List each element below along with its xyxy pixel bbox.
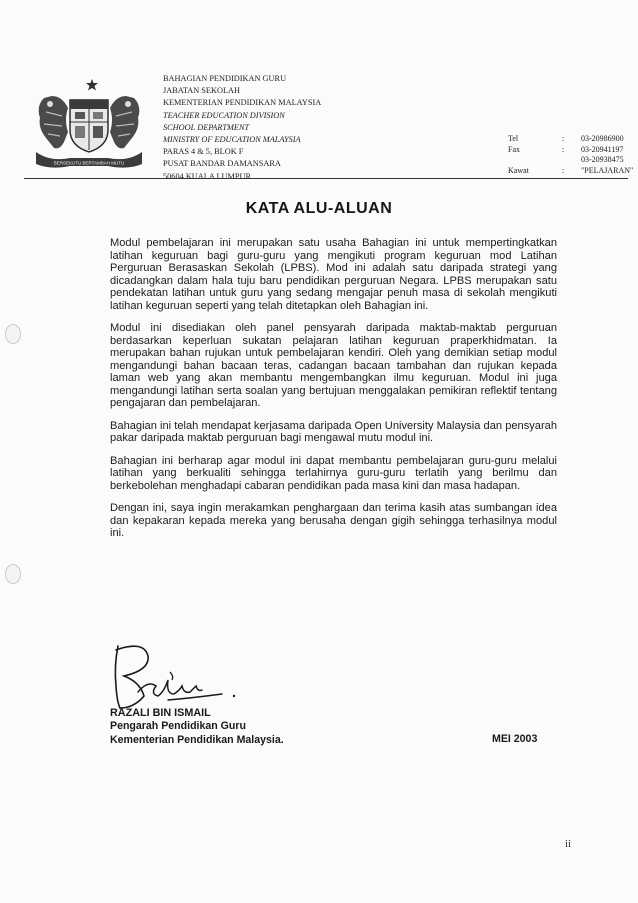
letter-body (110, 237, 557, 550)
separator: : (562, 134, 565, 143)
binder-hole (5, 324, 21, 344)
crest-motto: BERSEKUTU BERTAMBAH MUTU (53, 160, 125, 166)
fax-value: 03-20938475 (581, 155, 624, 164)
fax-value: 03-20941197 (581, 144, 624, 154)
address-line: JABATAN SEKOLAH (163, 86, 241, 96)
kawat-label: Kawat (508, 165, 529, 175)
signer-name: RAZALI BIN ISMAIL (110, 707, 211, 719)
coat-of-arms-logo (30, 72, 148, 172)
address-line: PARAS 4 & 5, BLOK F (163, 147, 244, 157)
letter-date: MEI 2003 (492, 733, 538, 745)
tel-value: 03-20986900 (581, 134, 624, 143)
tel-label: Tel (508, 134, 519, 143)
address-line: SCHOOL DEPARTMENT (163, 122, 250, 132)
body-paragraph: Modul pembelajaran ini merupakan satu usaha Bahagian ini untuk mempertingkatkan latihan keguruan bagi guru-guru yang mengikuti program keguruan mod Latihan Perguruan Berasaskan Sekolah (LPBS). Mod ini adalah satu daripada strategi yang dicadangkan dalam hala tuju baru pendidikan perguruan Negara. LPBS merupakan satu pendekatan latihan untuk guru yang sedang mengajar penuh masa di sekolah mengikuti latihan keguruan seperti yang telah ditetapkan oleh Bahagian ini. (110, 237, 557, 312)
handwritten-signature (104, 636, 244, 716)
page-title: KATA ALU-ALUAN (245, 200, 393, 217)
address-line: TEACHER EDUCATION DIVISION (163, 110, 285, 120)
binder-hole (5, 564, 21, 584)
body-paragraph: Modul ini disediakan oleh panel pensyarah daripada maktab-maktab perguruan berdasarkan keperluan sukatan pelajaran latihan keguruan praperkhidmatan. Ia merupakan bahan rujukan untuk pembelajaran kendiri. Oleh yang demikian setiap modul mengandungi bahan bacaan teras, cadangan bacaan tambahan dan rujukan kepada laman web yang akan membantu mengembangkan ilmu keguruan. Modul ini juga mengandungi latihan serta soalan yang bertujuan menggalakan pemikiran reflektif tentang pengajaran dan pembelajaran. (110, 322, 557, 409)
signer-position: Pengarah Pendidikan Guru (110, 720, 246, 733)
address-line: BAHAGIAN PENDIDIKAN GURU (163, 74, 287, 83)
separator: : (562, 165, 565, 175)
address-line: PUSAT BANDAR DAMANSARA (163, 159, 281, 169)
letterhead-divider (24, 178, 628, 179)
separator: : (562, 144, 565, 154)
body-paragraph: Dengan ini, saya ingin merakamkan penghargaan dan terima kasih atas sumbangan idea dan kepakaran kepada mereka yang berusaha dengan gigih sehingga terhasilnya modul ini. (110, 502, 557, 539)
department-address (163, 73, 321, 183)
address-line: 50604 KUALA LUMPUR (163, 171, 252, 181)
signer-organization: Kementerian Pendidikan Malaysia. (110, 733, 284, 746)
kawat-value: "PELAJARAN" (581, 165, 634, 175)
body-paragraph: Bahagian ini berharap agar modul ini dapat membantu pembelajaran guru-guru melalui latihan yang berkualiti sehingga terlahirnya guru-guru terlatih yang berilmu dan berkebolehan menghadapi cabaran pendidikan pada masa kini dan masa hadapan. (110, 454, 557, 492)
signer-block (110, 707, 284, 747)
body-paragraph: Bahagian ini telah mendapat kerjasama daripada Open University Malaysia dan pensyarah pakar daripada maktab perguruan bagi mengawal mutu modul ini. (110, 419, 557, 444)
fax-label: Fax (508, 144, 520, 154)
page-number: ii (565, 838, 572, 850)
address-line: MINISTRY OF EDUCATION MALAYSIA (163, 135, 301, 145)
address-line: KEMENTERIAN PENDIDIKAN MALAYSIA (163, 98, 322, 108)
